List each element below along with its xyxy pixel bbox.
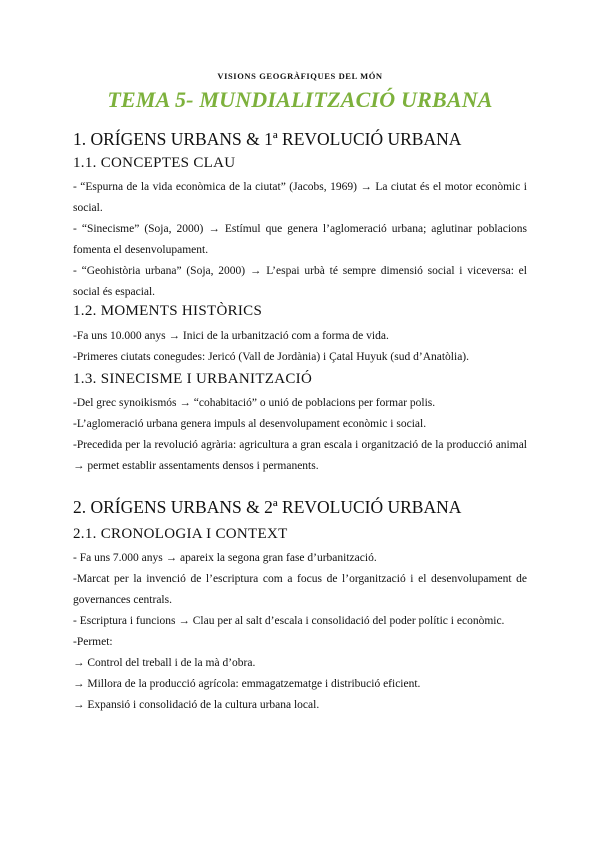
section-1-heading: 1. ORÍGENS URBANS & 1ª REVOLUCIÓ URBANA [73, 129, 462, 149]
paragraph: - Escriptura i funcions → Clau per al salt d’escala i consolidació del poder polític i econòmic. [73, 615, 505, 627]
paragraph: - Fa uns 7.000 anys → apareix la segona gran fase d’urbanització. [73, 552, 377, 564]
paragraph: -L’aglomeració urbana genera impuls al desenvolupament econòmic i social. [73, 418, 427, 430]
paragraph: → Expansió i consolidació de la cultura urbana local. [73, 699, 320, 711]
paragraph: -Marcat per la invenció de l’escriptura com a focus de l’organització i el desenvolupament de governances centrals. [73, 573, 527, 606]
paragraph: -Del grec synoikismós → “cohabitació” o unió de poblacions per formar polis. [73, 397, 436, 409]
paragraph: - “Sinecisme” (Soja, 2000) → Estímul que genera l’aglomeració urbana; aglutinar poblacions fomenta el desenvolupament. [73, 223, 527, 256]
paragraph: -Primeres ciutats conegudes: Jericó (Vall de Jordània) i Çatal Huyuk (sud d’Anatòlia). [73, 351, 469, 363]
subsection-1-2-heading: 1.2. MOMENTS HISTÒRICS [73, 303, 263, 319]
paragraph: - “Espurna de la vida econòmica de la ciutat” (Jacobs, 1969) → La ciutat és el motor econòmic i social. [73, 181, 527, 214]
paragraph: → Millora de la producció agrícola: emmagatzematge i distribució eficient. [73, 678, 421, 690]
subsection-2-1-heading: 2.1. CRONOLOGIA I CONTEXT [73, 526, 288, 542]
paragraph: - “Geohistòria urbana” (Soja, 2000) → L’espai urbà té sempre dimensió social i viceversa: el social és espacial. [73, 265, 527, 298]
paragraph: → Control del treball i de la mà d’obra. [73, 657, 256, 669]
course-kicker: VISIONS GEOGRÀFIQUES DEL MÓN [217, 71, 383, 81]
page-title: TEMA 5- MUNDIALITZACIÓ URBANA [107, 87, 493, 112]
paragraph: -Precedida per la revolució agrària: agricultura a gran escala i organització de la producció animal → permet establir assentaments densos i permanents. [73, 439, 527, 472]
section-2-heading: 2. ORÍGENS URBANS & 2ª REVOLUCIÓ URBANA [73, 497, 462, 517]
subsection-1-3-heading: 1.3. SINECISME I URBANITZACIÓ [73, 371, 313, 387]
subsection-1-1-heading: 1.1. CONCEPTES CLAU [73, 155, 236, 171]
paragraph: -Permet: [73, 636, 113, 648]
paragraph: -Fa uns 10.000 anys → Inici de la urbanització com a forma de vida. [73, 330, 389, 342]
